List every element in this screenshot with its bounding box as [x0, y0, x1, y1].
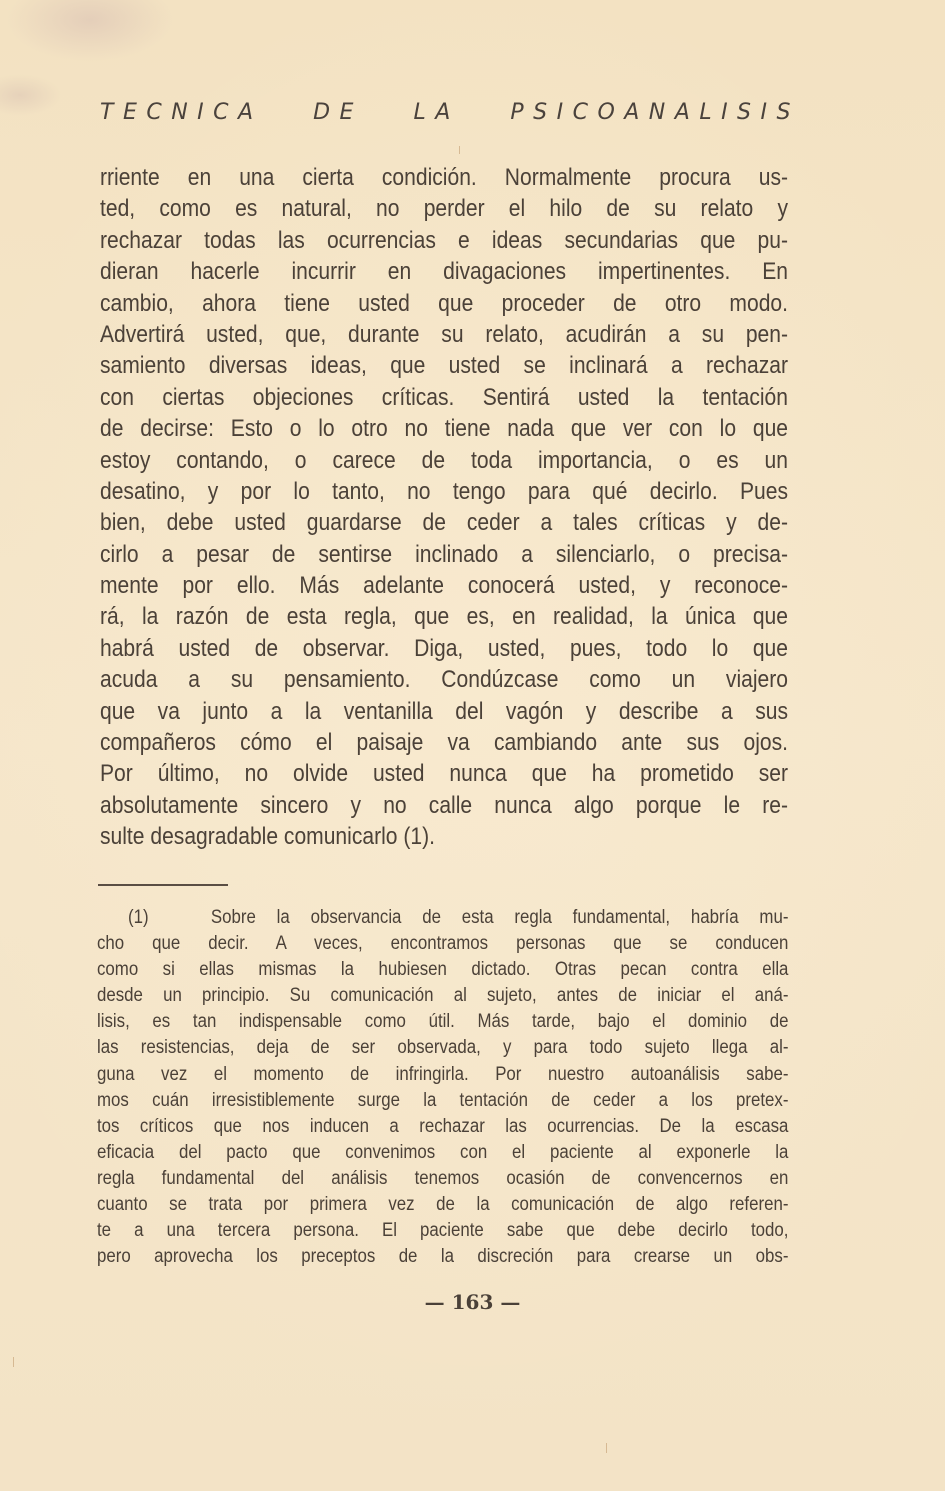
running-head-word: DE [313, 100, 363, 125]
body-line: rechazar todas las ocurrencias e ideas secundarias que pu- [100, 226, 788, 254]
footnote-line: mos cuán irresistiblemente surge la tentación de ceder a los pretex- [97, 1088, 789, 1111]
body-line: que va junto a la ventanilla del vagón y describe a sus [100, 697, 788, 725]
footnote-line [97, 904, 788, 930]
body-line: dieran hacerle incurrir en divagaciones impertinentes. En [100, 258, 788, 286]
body-line: cambio, ahora tiene usted que proceder de otro modo. [100, 289, 788, 317]
footnote-line: te a una tercera persona. El paciente sabe que debe decirlo todo, [97, 1219, 789, 1242]
running-head [100, 100, 800, 125]
body-line: mente por ello. Más adelante conocerá usted, y reconoce- [100, 572, 788, 600]
body-text [100, 162, 788, 853]
body-line: samiento diversas ideas, que usted se inclinará a rechazar [100, 352, 788, 380]
body-line: desatino, y por lo tanto, no tengo para qué decirlo. Pues [100, 477, 788, 505]
footnote-line: como si ellas mismas la hubiesen dictado. Otras pecan contra ella [97, 958, 789, 981]
body-line: cirlo a pesar de sentirse inclinado a silenciarlo, o precisa- [100, 540, 788, 568]
footnote-line: eficacia del pacto que convenimos con el paciente al exponerle la [97, 1140, 789, 1163]
body-line: compañeros cómo el paisaje va cambiando ante sus ojos. [100, 729, 788, 757]
body-line: estoy contando, o carece de toda importancia, o es un [100, 446, 788, 474]
body-line: de decirse: Esto o lo otro no tiene nada que ver con lo que [100, 415, 788, 443]
footnote-line: las resistencias, deja de ser observada, y para todo sujeto llega al- [97, 1036, 789, 1059]
page-number: — 163 — [424, 1290, 521, 1314]
body-line: con ciertas objeciones críticas. Sentirá usted la tentación [100, 383, 788, 411]
body-line: absolutamente sincero y no calle nunca algo porque le re- [100, 791, 788, 819]
running-head-word: LA [413, 100, 460, 125]
body-line: bien, debe usted guardarse de ceder a tales críticas y de- [100, 509, 788, 537]
body-line: Advertirá usted, que, durante su relato, acudirán a su pen- [100, 320, 788, 348]
body-line: Por último, no olvide usted nunca que ha prometido ser [100, 760, 788, 788]
paper-speck [459, 146, 460, 154]
paper-speck [606, 1443, 607, 1453]
footnote-line: desde un principio. Su comunicación al sujeto, antes de iniciar el aná- [97, 984, 789, 1007]
footnote-line: lisis, es tan indispensable como útil. Más tarde, bajo el dominio de [97, 1010, 789, 1033]
body-line: sulte desagradable comunicarlo (1). [100, 823, 435, 851]
footnote-line: tos críticos que nos inducen a rechazar las ocurrencias. De la escasa [97, 1114, 789, 1137]
body-line: rá, la razón de esta regla, que es, en realidad, la única que [100, 603, 788, 631]
footnote-line: pero aprovecha los preceptos de la discreción para crearse un obs- [97, 1245, 789, 1268]
body-line: acuda a su pensamiento. Condúzcase como un viajero [100, 666, 788, 694]
body-line: ted, como es natural, no perder el hilo de su relato y [100, 195, 788, 223]
running-head-word: TECNICA [100, 100, 263, 125]
body-line: rriente en una cierta condición. Normalmente procura us- [100, 164, 788, 191]
running-head-word: PSICOANALISIS [510, 100, 800, 125]
footnote-marker: (1) [127, 906, 149, 928]
body-line: habrá usted de observar. Diga, usted, pues, todo lo que [100, 634, 788, 662]
footnote [97, 904, 788, 1269]
footnote-rule [98, 884, 228, 886]
footnote-line: cho que decir. A veces, encontramos personas que se conducen [97, 932, 789, 955]
footnote-line: cuanto se trata por primera vez de la comunicación de algo referen- [97, 1193, 789, 1216]
footnote-line-text: Sobre la observancia de esta regla fundamental, habría mu- [210, 906, 789, 928]
paper-speck [13, 1357, 14, 1367]
footnote-line: regla fundamental del análisis tenemos ocasión de convencernos en [97, 1166, 789, 1189]
footnote-line: guna vez el momento de infringirla. Por nuestro autoanálisis sabe- [97, 1062, 789, 1085]
